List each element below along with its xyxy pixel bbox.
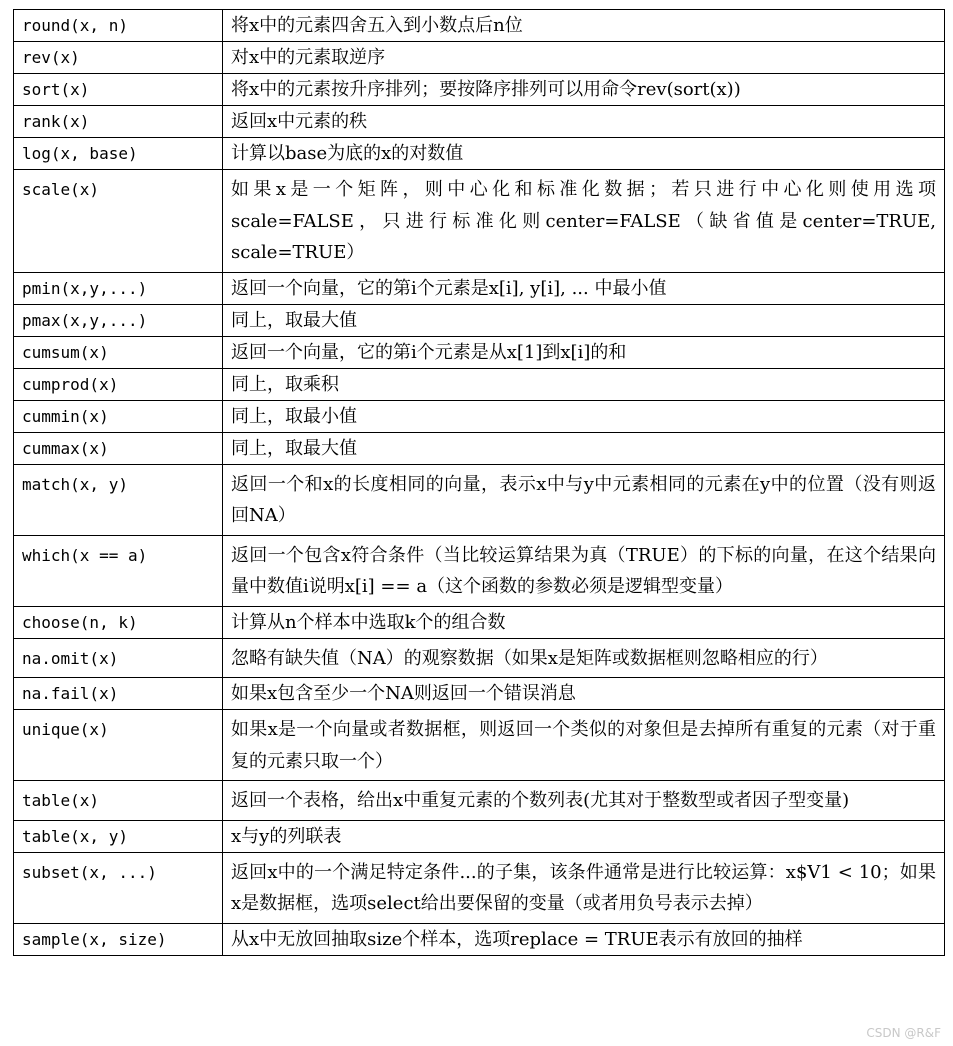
function-description-cell: 从x中无放回抽取size个样本，选项replace = TRUE表示有放回的抽样 bbox=[223, 923, 945, 955]
table-row bbox=[14, 606, 945, 638]
function-name-cell: pmax(x,y,...) bbox=[14, 304, 223, 336]
table-row bbox=[14, 638, 945, 678]
table-row bbox=[14, 74, 945, 106]
function-description-cell: 如果x是一个矩阵，则中心化和标准化数据；若只进行中心化则使用选项scale=FALSE，只进行标准化则center=FALSE（缺省值是center=TRUE, scale=TRUE） bbox=[223, 170, 945, 273]
function-name-cell: pmin(x,y,...) bbox=[14, 272, 223, 304]
function-name-cell: unique(x) bbox=[14, 710, 223, 781]
function-name-cell: table(x) bbox=[14, 781, 223, 821]
function-description-cell: 同上，取乘积 bbox=[223, 368, 945, 400]
r-functions-table bbox=[13, 9, 945, 956]
function-name-cell: table(x, y) bbox=[14, 820, 223, 852]
function-name-cell: sort(x) bbox=[14, 74, 223, 106]
table-row bbox=[14, 400, 945, 432]
function-name-cell: rank(x) bbox=[14, 106, 223, 138]
table-body bbox=[14, 10, 945, 956]
function-description-cell: 返回一个向量，它的第i个元素是x[i], y[i], ... 中最小值 bbox=[223, 272, 945, 304]
function-description-cell: 同上，取最大值 bbox=[223, 432, 945, 464]
function-description-cell: 如果x是一个向量或者数据框，则返回一个类似的对象但是去掉所有重复的元素（对于重复的元素只取一个） bbox=[223, 710, 945, 781]
function-name-cell: cummin(x) bbox=[14, 400, 223, 432]
table-row bbox=[14, 535, 945, 606]
function-description-cell: 对x中的元素取逆序 bbox=[223, 42, 945, 74]
table-row bbox=[14, 432, 945, 464]
function-name-cell: match(x, y) bbox=[14, 464, 223, 535]
table-row bbox=[14, 170, 945, 273]
function-description-cell: 返回一个表格，给出x中重复元素的个数列表(尤其对于整数型或者因子型变量) bbox=[223, 781, 945, 821]
function-description-cell: 将x中的元素四舍五入到小数点后n位 bbox=[223, 10, 945, 42]
function-description-cell: 返回x中的一个满足特定条件...的子集，该条件通常是进行比较运算：x$V1 < 10；如果x是数据框，选项select给出要保留的变量（或者用负号表示去掉） bbox=[223, 852, 945, 923]
table-row bbox=[14, 138, 945, 170]
function-description-cell: 计算从n个样本中选取k个的组合数 bbox=[223, 606, 945, 638]
function-description-cell: 返回一个和x的长度相同的向量，表示x中与y中元素相同的元素在y中的位置（没有则返回NA） bbox=[223, 464, 945, 535]
table-row bbox=[14, 923, 945, 955]
table-row bbox=[14, 820, 945, 852]
function-description-cell: 返回一个向量，它的第i个元素是从x[1]到x[i]的和 bbox=[223, 336, 945, 368]
function-name-cell: log(x, base) bbox=[14, 138, 223, 170]
function-description-cell: 返回一个包含x符合条件（当比较运算结果为真（TRUE）的下标的向量，在这个结果向量中数值i说明x[i] == a（这个函数的参数必须是逻辑型变量） bbox=[223, 535, 945, 606]
function-description-cell: 如果x包含至少一个NA则返回一个错误消息 bbox=[223, 678, 945, 710]
function-name-cell: round(x, n) bbox=[14, 10, 223, 42]
table-row bbox=[14, 678, 945, 710]
function-name-cell: cumsum(x) bbox=[14, 336, 223, 368]
function-name-cell: which(x == a) bbox=[14, 535, 223, 606]
function-name-cell: cummax(x) bbox=[14, 432, 223, 464]
table-row bbox=[14, 368, 945, 400]
table-row bbox=[14, 464, 945, 535]
watermark: CSDN @R&F bbox=[866, 1026, 941, 1040]
table-row bbox=[14, 106, 945, 138]
table-row bbox=[14, 42, 945, 74]
function-name-cell: rev(x) bbox=[14, 42, 223, 74]
table-row bbox=[14, 336, 945, 368]
table-row bbox=[14, 852, 945, 923]
table-row bbox=[14, 272, 945, 304]
function-description-cell: 同上，取最小值 bbox=[223, 400, 945, 432]
function-name-cell: subset(x, ...) bbox=[14, 852, 223, 923]
function-name-cell: na.fail(x) bbox=[14, 678, 223, 710]
function-name-cell: sample(x, size) bbox=[14, 923, 223, 955]
function-description-cell: 将x中的元素按升序排列；要按降序排列可以用命令rev(sort(x)) bbox=[223, 74, 945, 106]
function-description-cell: 忽略有缺失值（NA）的观察数据（如果x是矩阵或数据框则忽略相应的行） bbox=[223, 638, 945, 678]
table-row bbox=[14, 710, 945, 781]
function-description-cell: x与y的列联表 bbox=[223, 820, 945, 852]
function-name-cell: cumprod(x) bbox=[14, 368, 223, 400]
function-name-cell: na.omit(x) bbox=[14, 638, 223, 678]
table-row bbox=[14, 781, 945, 821]
function-description-cell: 返回x中元素的秩 bbox=[223, 106, 945, 138]
function-name-cell: scale(x) bbox=[14, 170, 223, 273]
function-name-cell: choose(n, k) bbox=[14, 606, 223, 638]
table-row bbox=[14, 304, 945, 336]
function-description-cell: 同上，取最大值 bbox=[223, 304, 945, 336]
function-description-cell: 计算以base为底的x的对数值 bbox=[223, 138, 945, 170]
table-row bbox=[14, 10, 945, 42]
